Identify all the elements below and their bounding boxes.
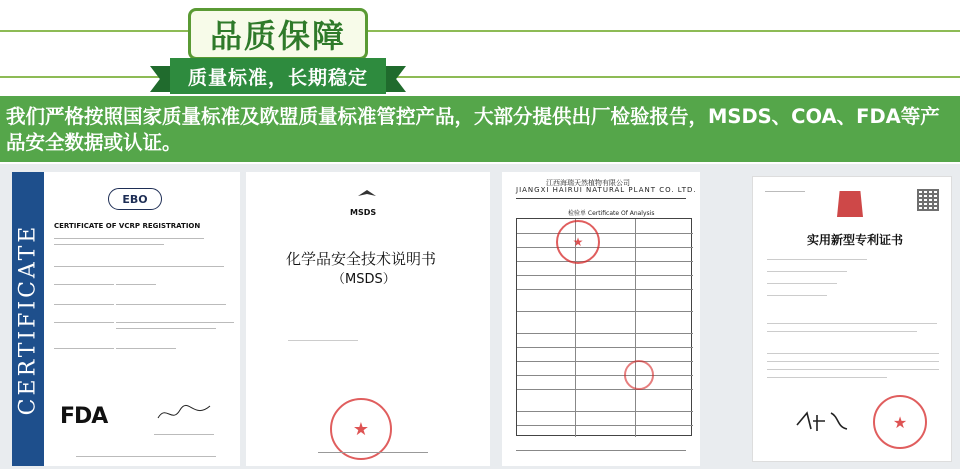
description-text: 我们严格按照国家质量标准及欧盟质量标准管控产品，大部分提供出厂检验报告，MSDS、COA、FDA等产品安全数据或认证。 (6, 105, 940, 154)
certificate-body (46, 172, 240, 466)
table-row-line (517, 411, 693, 412)
text-line (54, 322, 114, 323)
qr-code-icon (917, 189, 939, 211)
signature-mark (154, 398, 214, 428)
text-line (767, 361, 939, 362)
table-row-line (517, 389, 693, 390)
patent-title: 实用新型专利证书 (807, 233, 904, 247)
table-row-line (517, 261, 693, 262)
text-line (767, 283, 837, 284)
msds-small-title: MSDS (350, 208, 377, 217)
header-rule-top (0, 30, 960, 32)
coa-table (516, 218, 692, 436)
text-line (54, 266, 224, 267)
table-row-line (517, 333, 693, 334)
msds-title: 化学品安全技术说明书 (286, 250, 437, 268)
inspection-seal-icon: ★ (556, 220, 600, 264)
subtitle-ribbon (170, 58, 386, 94)
text-line (116, 322, 234, 323)
page-title: 品质保障 (209, 17, 346, 55)
subtitle-text: 质量标准，长期稳定 (187, 66, 368, 89)
header-rule (516, 198, 686, 199)
coa-company-en: JIANGXI HAIRUI NATURAL PLANT CO. LTD. (516, 186, 697, 194)
msds-subtitle: （MSDS） (332, 272, 396, 287)
company-logo-icon (358, 190, 376, 200)
coa-doc-title: 检验单 Certificate Of Analysis (568, 210, 655, 217)
text-line (154, 434, 214, 435)
text-line (54, 284, 114, 285)
certificate-coa (502, 172, 700, 466)
text-line (767, 323, 937, 324)
header-rule-bottom (0, 76, 960, 78)
certificate-vcrp (12, 172, 240, 466)
text-line (116, 304, 226, 305)
certificate-side-text: CERTIFICATE (15, 223, 41, 415)
text-line (767, 271, 847, 272)
text-line (765, 191, 805, 192)
text-line (76, 456, 216, 457)
header (0, 0, 960, 96)
ebo-logo: EBO (108, 188, 162, 210)
text-line (767, 331, 917, 332)
table-row-line (517, 425, 693, 426)
description-band (0, 96, 960, 162)
table-row-line (517, 233, 693, 234)
certificate-side-strip (12, 172, 44, 466)
coa-company-cn: 江西海瑞天然植物有限公司 (546, 179, 630, 187)
signature-mark (793, 407, 853, 435)
certificate-title: CERTIFICATE OF VCRP REGISTRATION (54, 222, 201, 230)
text-line (516, 450, 686, 451)
text-line (54, 304, 114, 305)
table-row-line (517, 347, 693, 348)
text-line (767, 377, 887, 378)
text-line (54, 348, 114, 349)
patent-office-emblem-icon (837, 191, 863, 217)
approval-seal-icon (624, 360, 654, 390)
text-line (54, 238, 204, 239)
text-line (767, 369, 939, 370)
patent-seal-icon: ★ (873, 395, 927, 449)
text-line (767, 353, 939, 354)
table-row-line (517, 375, 693, 376)
table-row-line (517, 289, 693, 290)
text-line (767, 259, 867, 260)
company-seal-icon: ★ (330, 398, 392, 460)
text-line (116, 328, 216, 329)
text-line (767, 295, 827, 296)
text-line (288, 340, 358, 341)
table-row-line (517, 275, 693, 276)
table-row-line (517, 311, 693, 312)
text-line (318, 452, 428, 453)
table-row-line (517, 247, 693, 248)
text-line (116, 284, 156, 285)
title-badge (188, 8, 368, 60)
fda-logo: FDA (60, 404, 108, 429)
text-line (116, 348, 176, 349)
table-col-line (635, 219, 636, 437)
certificate-patent (752, 176, 952, 462)
certificate-msds (246, 172, 490, 466)
text-line (54, 244, 164, 245)
table-row-line (517, 361, 693, 362)
